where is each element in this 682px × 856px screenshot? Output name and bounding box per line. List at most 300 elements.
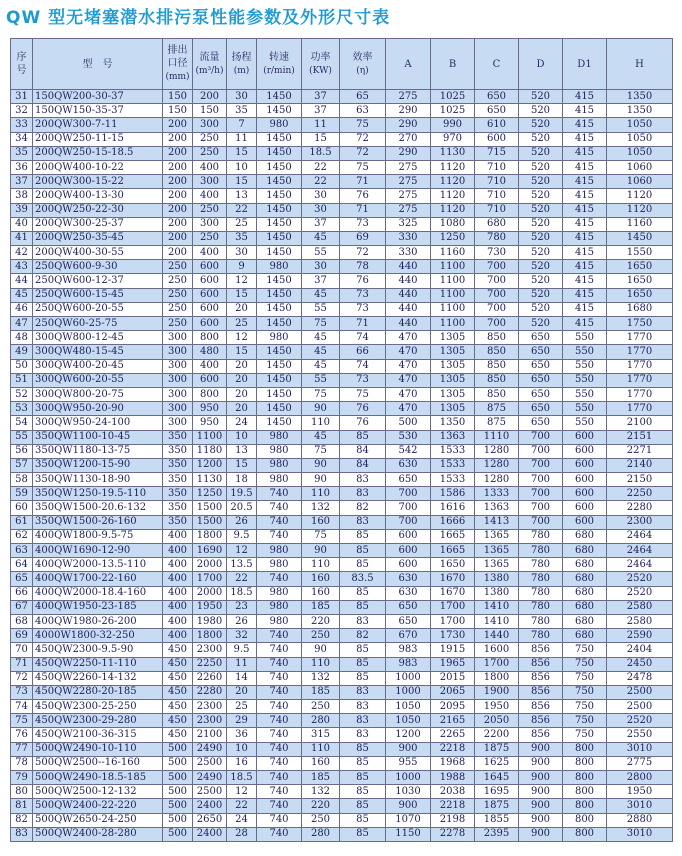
cell-a: 325 [386, 217, 431, 231]
cell-efficiency: 85 [340, 586, 386, 600]
cell-h: 2464 [607, 544, 673, 558]
cell-seq: 67 [11, 600, 33, 614]
cell-d1: 680 [563, 558, 607, 572]
cell-seq: 60 [11, 501, 33, 515]
cell-outlet: 200 [163, 132, 193, 146]
cell-speed: 740 [257, 700, 302, 714]
cell-seq: 50 [11, 359, 33, 373]
cell-h: 1770 [607, 345, 673, 359]
cell-power: 110 [302, 657, 340, 671]
cell-flow: 1800 [193, 629, 227, 643]
cell-flow: 800 [193, 331, 227, 345]
cell-efficiency: 83 [340, 614, 386, 628]
cell-h: 1060 [607, 160, 673, 174]
cell-d: 780 [519, 572, 563, 586]
cell-power: 37 [302, 104, 340, 118]
cell-outlet: 400 [163, 529, 193, 543]
cell-model: 450QW2280-20-185 [33, 685, 163, 699]
cell-h: 1350 [607, 90, 673, 104]
table-row [11, 217, 673, 231]
cell-b: 1533 [431, 458, 475, 472]
table-row [11, 671, 673, 685]
cell-d1: 600 [563, 487, 607, 501]
cell-c: 710 [475, 189, 519, 203]
cell-power: 22 [302, 175, 340, 189]
cell-power: 37 [302, 90, 340, 104]
cell-flow: 950 [193, 402, 227, 416]
cell-a: 500 [386, 416, 431, 430]
cell-flow: 300 [193, 175, 227, 189]
cell-d1: 415 [563, 288, 607, 302]
cell-b: 2198 [431, 813, 475, 827]
table-row [11, 146, 673, 160]
cell-outlet: 300 [163, 416, 193, 430]
cell-model: 200QW250-15-18.5 [33, 146, 163, 160]
cell-d: 856 [519, 671, 563, 685]
cell-flow: 2300 [193, 700, 227, 714]
cell-seq: 33 [11, 118, 33, 132]
cell-b: 1100 [431, 302, 475, 316]
cell-outlet: 300 [163, 345, 193, 359]
cell-flow: 1250 [193, 487, 227, 501]
cell-d: 650 [519, 345, 563, 359]
cell-head: 15 [227, 146, 257, 160]
cell-d1: 415 [563, 132, 607, 146]
cell-head: 20 [227, 302, 257, 316]
cell-outlet: 400 [163, 544, 193, 558]
cell-outlet: 350 [163, 444, 193, 458]
cell-seq: 54 [11, 416, 33, 430]
cell-d: 780 [519, 600, 563, 614]
cell-outlet: 400 [163, 586, 193, 600]
cell-a: 983 [386, 657, 431, 671]
cell-power: 220 [302, 799, 340, 813]
cell-c: 680 [475, 217, 519, 231]
cell-model: 200QW250-11-15 [33, 132, 163, 146]
cell-head: 36 [227, 728, 257, 742]
cell-d: 856 [519, 685, 563, 699]
cell-a: 670 [386, 629, 431, 643]
cell-model: 250QW600-15-45 [33, 288, 163, 302]
pump-spec-table [10, 38, 673, 842]
cell-seq: 31 [11, 90, 33, 104]
cell-outlet: 150 [163, 90, 193, 104]
cell-efficiency: 85 [340, 529, 386, 543]
cell-model: 400QW2000-13.5-110 [33, 558, 163, 572]
cell-power: 22 [302, 160, 340, 174]
cell-seq: 56 [11, 444, 33, 458]
cell-head: 20 [227, 402, 257, 416]
cell-c: 710 [475, 160, 519, 174]
cell-c: 1280 [475, 473, 519, 487]
cell-d1: 415 [563, 160, 607, 174]
cell-d1: 415 [563, 189, 607, 203]
cell-flow: 950 [193, 416, 227, 430]
cell-d1: 415 [563, 203, 607, 217]
table-row [11, 714, 673, 728]
cell-h: 2150 [607, 473, 673, 487]
table-row [11, 160, 673, 174]
cell-seq: 76 [11, 728, 33, 742]
cell-a: 983 [386, 643, 431, 657]
cell-b: 1650 [431, 558, 475, 572]
cell-a: 600 [386, 529, 431, 543]
cell-h: 1750 [607, 317, 673, 331]
cell-power: 90 [302, 402, 340, 416]
cell-speed: 740 [257, 529, 302, 543]
table-row [11, 402, 673, 416]
cell-model: 350QW1500-26-160 [33, 515, 163, 529]
cell-seq: 82 [11, 813, 33, 827]
cell-speed: 980 [257, 614, 302, 628]
cell-head: 10 [227, 160, 257, 174]
cell-power: 75 [302, 387, 340, 401]
cell-outlet: 200 [163, 146, 193, 160]
cell-d: 650 [519, 387, 563, 401]
cell-d: 520 [519, 203, 563, 217]
cell-d1: 800 [563, 742, 607, 756]
cell-a: 1150 [386, 827, 431, 841]
cell-model: 350QW1250-19.5-110 [33, 487, 163, 501]
cell-seq: 42 [11, 246, 33, 260]
cell-b: 1025 [431, 104, 475, 118]
cell-outlet: 450 [163, 671, 193, 685]
cell-efficiency: 74 [340, 331, 386, 345]
cell-power: 132 [302, 501, 340, 515]
cell-d1: 600 [563, 473, 607, 487]
cell-flow: 400 [193, 189, 227, 203]
cell-power: 280 [302, 827, 340, 841]
cell-model: 300QW800-12-45 [33, 331, 163, 345]
cell-speed: 1450 [257, 203, 302, 217]
cell-speed: 1450 [257, 402, 302, 416]
cell-b: 1666 [431, 515, 475, 529]
cell-a: 440 [386, 317, 431, 331]
cell-head: 10 [227, 742, 257, 756]
cell-d: 650 [519, 402, 563, 416]
cell-efficiency: 85 [340, 813, 386, 827]
cell-head: 9.5 [227, 529, 257, 543]
cell-model: 400QW2000-18.4-160 [33, 586, 163, 600]
cell-flow: 1950 [193, 600, 227, 614]
header-c: C [475, 39, 519, 90]
cell-b: 1915 [431, 643, 475, 657]
cell-d: 900 [519, 756, 563, 770]
cell-flow: 2490 [193, 771, 227, 785]
cell-d1: 800 [563, 756, 607, 770]
cell-d: 900 [519, 771, 563, 785]
cell-head: 20 [227, 373, 257, 387]
cell-seq: 75 [11, 714, 33, 728]
cell-a: 275 [386, 90, 431, 104]
cell-speed: 980 [257, 444, 302, 458]
cell-d: 780 [519, 629, 563, 643]
cell-efficiency: 85 [340, 657, 386, 671]
cell-h: 2151 [607, 430, 673, 444]
cell-h: 1650 [607, 274, 673, 288]
cell-head: 16 [227, 756, 257, 770]
cell-h: 1770 [607, 373, 673, 387]
cell-flow: 200 [193, 90, 227, 104]
cell-speed: 1450 [257, 160, 302, 174]
cell-model: 500QW2500-12-132 [33, 785, 163, 799]
cell-outlet: 350 [163, 487, 193, 501]
cell-head: 11 [227, 132, 257, 146]
cell-head: 35 [227, 231, 257, 245]
cell-efficiency: 85 [340, 430, 386, 444]
cell-h: 3010 [607, 827, 673, 841]
cell-speed: 740 [257, 742, 302, 756]
cell-flow: 250 [193, 132, 227, 146]
cell-c: 1875 [475, 742, 519, 756]
cell-a: 440 [386, 302, 431, 316]
cell-c: 1875 [475, 799, 519, 813]
cell-d1: 800 [563, 799, 607, 813]
cell-head: 7 [227, 118, 257, 132]
cell-outlet: 300 [163, 359, 193, 373]
cell-d1: 800 [563, 827, 607, 841]
cell-b: 1350 [431, 416, 475, 430]
cell-model: 200QW300-7-11 [33, 118, 163, 132]
cell-a: 275 [386, 175, 431, 189]
cell-model: 500QW2400-22-220 [33, 799, 163, 813]
cell-power: 45 [302, 359, 340, 373]
cell-c: 850 [475, 373, 519, 387]
cell-flow: 2500 [193, 785, 227, 799]
cell-seq: 74 [11, 700, 33, 714]
cell-flow: 2100 [193, 728, 227, 742]
cell-c: 875 [475, 416, 519, 430]
cell-seq: 46 [11, 302, 33, 316]
cell-h: 2464 [607, 529, 673, 543]
cell-b: 1533 [431, 473, 475, 487]
cell-head: 24 [227, 813, 257, 827]
table-row [11, 785, 673, 799]
cell-a: 1070 [386, 813, 431, 827]
cell-d1: 600 [563, 515, 607, 529]
cell-d1: 680 [563, 614, 607, 628]
cell-model: 400QW1980-26-200 [33, 614, 163, 628]
cell-b: 1305 [431, 331, 475, 345]
cell-power: 315 [302, 728, 340, 742]
cell-seq: 57 [11, 458, 33, 472]
cell-speed: 1450 [257, 274, 302, 288]
cell-efficiency: 69 [340, 231, 386, 245]
cell-a: 470 [386, 373, 431, 387]
cell-efficiency: 85 [340, 756, 386, 770]
cell-head: 15 [227, 345, 257, 359]
cell-h: 1650 [607, 288, 673, 302]
cell-head: 26 [227, 614, 257, 628]
cell-h: 2100 [607, 416, 673, 430]
cell-c: 610 [475, 118, 519, 132]
table-row [11, 189, 673, 203]
cell-model: 400QW1690-12-90 [33, 544, 163, 558]
cell-a: 600 [386, 558, 431, 572]
cell-model: 200QW400-30-55 [33, 246, 163, 260]
cell-power: 110 [302, 416, 340, 430]
cell-flow: 600 [193, 317, 227, 331]
cell-h: 1950 [607, 785, 673, 799]
cell-efficiency: 85 [340, 544, 386, 558]
cell-efficiency: 73 [340, 217, 386, 231]
cell-seq: 62 [11, 529, 33, 543]
cell-d: 520 [519, 260, 563, 274]
cell-b: 2165 [431, 714, 475, 728]
cell-flow: 150 [193, 104, 227, 118]
cell-efficiency: 74 [340, 359, 386, 373]
cell-efficiency: 73 [340, 302, 386, 316]
table-row [11, 643, 673, 657]
cell-b: 1616 [431, 501, 475, 515]
cell-power: 250 [302, 629, 340, 643]
cell-power: 30 [302, 260, 340, 274]
cell-c: 700 [475, 317, 519, 331]
cell-power: 250 [302, 700, 340, 714]
cell-efficiency: 85 [340, 558, 386, 572]
cell-a: 330 [386, 246, 431, 260]
cell-a: 955 [386, 756, 431, 770]
cell-c: 2395 [475, 827, 519, 841]
cell-d: 650 [519, 373, 563, 387]
table-row [11, 473, 673, 487]
cell-d: 780 [519, 529, 563, 543]
table-row [11, 104, 673, 118]
cell-c: 1280 [475, 458, 519, 472]
cell-d1: 600 [563, 444, 607, 458]
cell-a: 470 [386, 387, 431, 401]
cell-model: 150QW150-35-37 [33, 104, 163, 118]
cell-d1: 750 [563, 700, 607, 714]
cell-c: 700 [475, 288, 519, 302]
cell-outlet: 350 [163, 430, 193, 444]
cell-power: 90 [302, 544, 340, 558]
cell-b: 2265 [431, 728, 475, 742]
cell-efficiency: 73 [340, 288, 386, 302]
cell-outlet: 150 [163, 104, 193, 118]
cell-speed: 1450 [257, 189, 302, 203]
cell-speed: 980 [257, 458, 302, 472]
cell-seq: 39 [11, 203, 33, 217]
cell-head: 23 [227, 600, 257, 614]
cell-a: 650 [386, 473, 431, 487]
cell-speed: 1450 [257, 246, 302, 260]
cell-power: 55 [302, 246, 340, 260]
table-row [11, 487, 673, 501]
cell-d: 700 [519, 458, 563, 472]
cell-b: 1120 [431, 203, 475, 217]
cell-a: 1050 [386, 714, 431, 728]
cell-efficiency: 75 [340, 160, 386, 174]
cell-model: 200QW300-15-22 [33, 175, 163, 189]
cell-speed: 1450 [257, 302, 302, 316]
cell-a: 530 [386, 430, 431, 444]
cell-b: 1305 [431, 373, 475, 387]
cell-efficiency: 82 [340, 629, 386, 643]
cell-b: 1670 [431, 572, 475, 586]
cell-model: 250QW600-12-37 [33, 274, 163, 288]
cell-outlet: 450 [163, 685, 193, 699]
cell-efficiency: 76 [340, 416, 386, 430]
cell-d1: 415 [563, 274, 607, 288]
cell-outlet: 200 [163, 231, 193, 245]
cell-outlet: 500 [163, 827, 193, 841]
cell-a: 440 [386, 274, 431, 288]
cell-d: 900 [519, 827, 563, 841]
cell-head: 25 [227, 317, 257, 331]
cell-flow: 1200 [193, 458, 227, 472]
cell-c: 1950 [475, 700, 519, 714]
cell-efficiency: 75 [340, 387, 386, 401]
cell-d: 650 [519, 416, 563, 430]
header-power: 功率 (KW) [302, 39, 340, 90]
cell-d: 520 [519, 217, 563, 231]
cell-head: 12 [227, 785, 257, 799]
cell-outlet: 350 [163, 458, 193, 472]
cell-model: 450QW2300-9.5-90 [33, 643, 163, 657]
cell-outlet: 250 [163, 317, 193, 331]
cell-speed: 1450 [257, 288, 302, 302]
cell-b: 1586 [431, 487, 475, 501]
cell-a: 470 [386, 359, 431, 373]
cell-a: 270 [386, 132, 431, 146]
cell-speed: 740 [257, 657, 302, 671]
cell-d: 780 [519, 614, 563, 628]
cell-head: 12 [227, 274, 257, 288]
cell-h: 2478 [607, 671, 673, 685]
cell-head: 14 [227, 671, 257, 685]
cell-seq: 49 [11, 345, 33, 359]
cell-d1: 680 [563, 586, 607, 600]
cell-flow: 250 [193, 231, 227, 245]
cell-outlet: 450 [163, 714, 193, 728]
cell-head: 20 [227, 387, 257, 401]
cell-c: 1440 [475, 629, 519, 643]
cell-d: 520 [519, 189, 563, 203]
cell-seq: 77 [11, 742, 33, 756]
cell-power: 250 [302, 813, 340, 827]
table-row [11, 345, 673, 359]
cell-a: 275 [386, 160, 431, 174]
cell-flow: 1100 [193, 430, 227, 444]
cell-power: 90 [302, 473, 340, 487]
cell-b: 1305 [431, 402, 475, 416]
cell-efficiency: 71 [340, 203, 386, 217]
table-row [11, 629, 673, 643]
cell-c: 1110 [475, 430, 519, 444]
cell-h: 2280 [607, 501, 673, 515]
cell-head: 20 [227, 359, 257, 373]
table-body [11, 90, 673, 842]
cell-d: 520 [519, 160, 563, 174]
cell-outlet: 400 [163, 572, 193, 586]
cell-efficiency: 76 [340, 189, 386, 203]
table-row [11, 430, 673, 444]
cell-b: 990 [431, 118, 475, 132]
table-row [11, 246, 673, 260]
cell-head: 10 [227, 430, 257, 444]
cell-efficiency: 85 [340, 671, 386, 685]
cell-c: 850 [475, 345, 519, 359]
cell-d: 520 [519, 146, 563, 160]
table-row [11, 90, 673, 104]
cell-outlet: 450 [163, 700, 193, 714]
cell-head: 18.5 [227, 771, 257, 785]
cell-h: 1450 [607, 231, 673, 245]
cell-flow: 400 [193, 359, 227, 373]
cell-head: 32 [227, 629, 257, 643]
cell-speed: 740 [257, 756, 302, 770]
